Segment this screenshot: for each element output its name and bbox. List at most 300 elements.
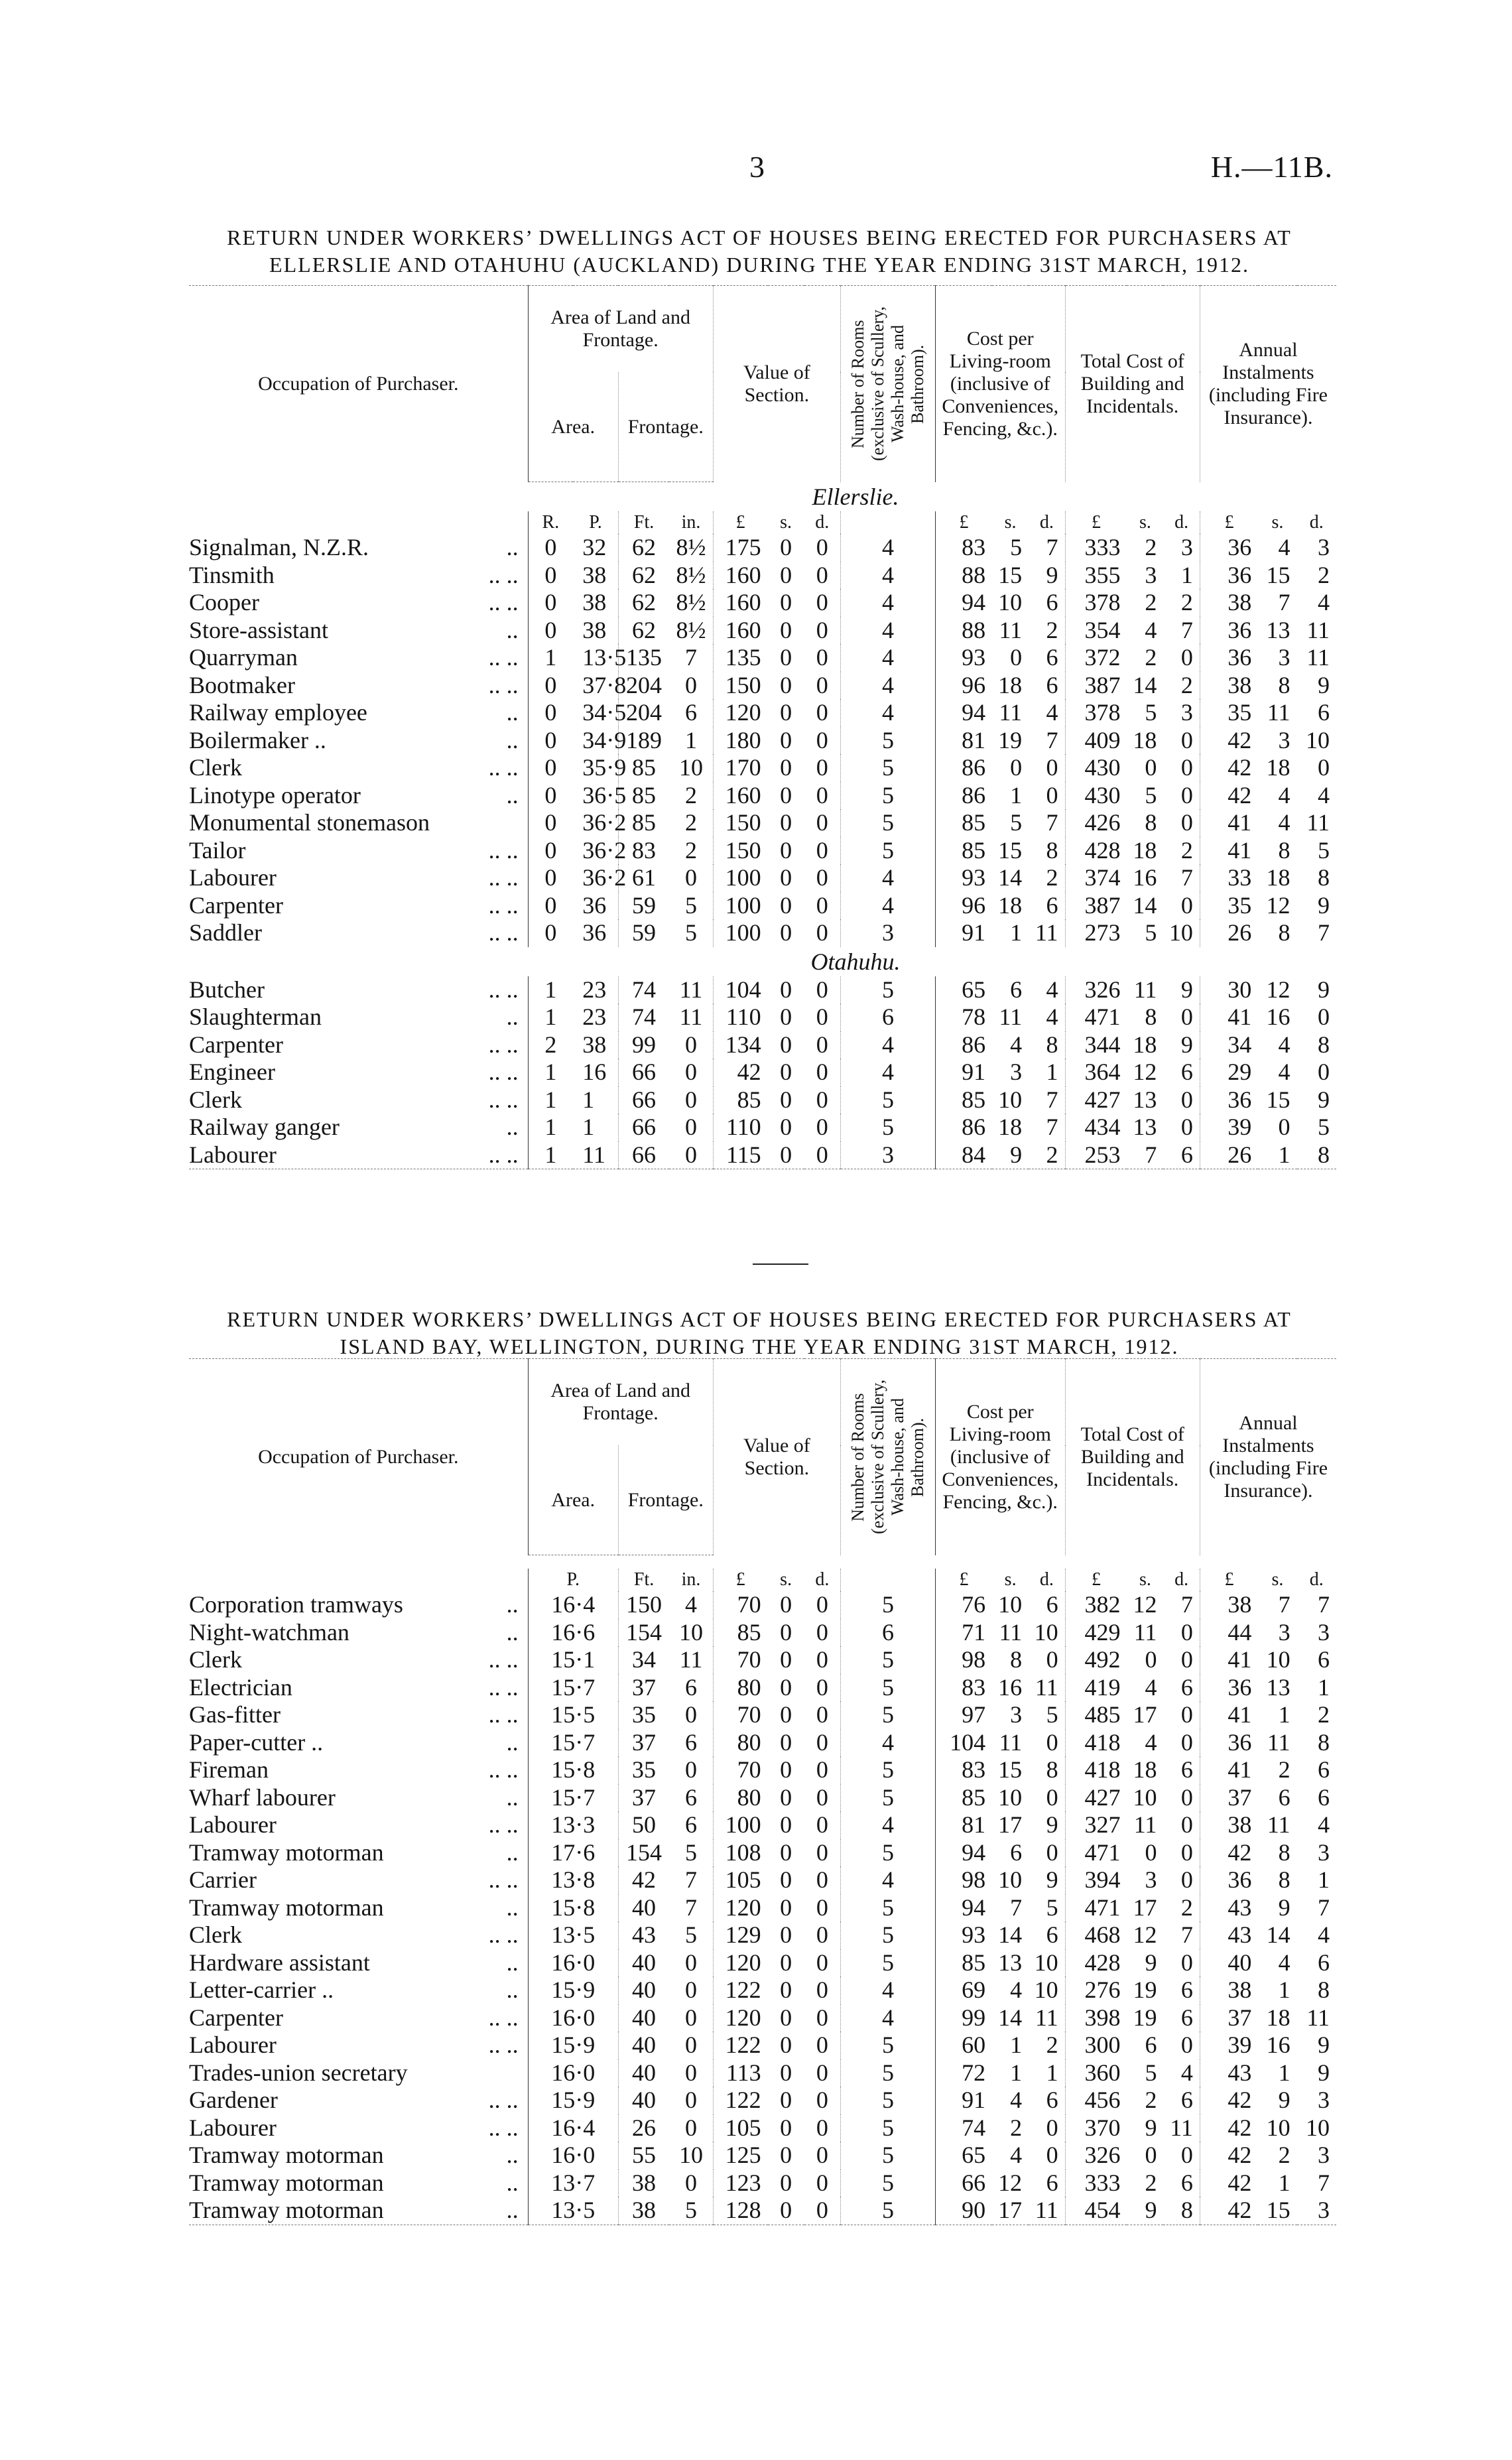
leader-dots: .. .. — [488, 1059, 519, 1085]
cell-c_s: 3 — [1010, 1701, 1023, 1728]
cell-c_s: 1 — [1010, 781, 1023, 809]
cell-ft: 66 — [618, 1059, 669, 1086]
cell-c_l: 83 — [935, 1756, 992, 1784]
table-row — [189, 672, 1336, 700]
cell-c_d: 2 — [1046, 616, 1058, 643]
cell-v_d: 0 — [816, 589, 828, 615]
occupation-cell — [189, 754, 528, 782]
cell-a_l: 36 — [1200, 617, 1258, 645]
cell-v_d: 0 — [816, 1003, 828, 1030]
cell-c_s: 2 — [1010, 2114, 1023, 2141]
cell-t_l: 327 — [1065, 1811, 1127, 1839]
cell-ft: 150 — [618, 1591, 669, 1619]
leader-dots: .. — [506, 1618, 519, 1646]
cell-rooms: 5 — [841, 1086, 936, 1114]
cell-v_d: 0 — [816, 534, 828, 560]
occupation-text: Linotype operator — [189, 781, 361, 809]
cell-t_d: 7 — [1180, 616, 1193, 643]
cell-a_s: 3 — [1278, 644, 1291, 671]
cell-v_s: 0 — [780, 1756, 792, 1783]
cell-c_d: 0 — [1046, 1728, 1058, 1756]
cell-t_l: 333 — [1065, 2169, 1127, 2197]
cell-in: 11 — [679, 1003, 703, 1030]
occupation-text: Letter-carrier .. — [189, 1976, 334, 2003]
cell-a_s: 8 — [1278, 919, 1291, 946]
cell-t_l: 387 — [1065, 672, 1127, 700]
table-row — [189, 782, 1336, 810]
cell-a_s: 7 — [1278, 1591, 1291, 1618]
cell-v_d: 0 — [816, 1673, 828, 1701]
cell-p: 36·5 — [582, 781, 627, 809]
cell-t_s: 11 — [1133, 976, 1157, 1003]
cell-p: 32 — [582, 534, 607, 560]
cell-rooms: 5 — [841, 976, 936, 1004]
cell-rooms: 5 — [841, 1921, 936, 1949]
cell-v_d: 0 — [816, 1783, 828, 1811]
cell-a_l: 39 — [1200, 2032, 1258, 2059]
cell-t_l: 374 — [1065, 864, 1127, 892]
occupation-cell — [189, 1003, 528, 1031]
cell-a_l: 42 — [1200, 2087, 1258, 2114]
occupation-text: Labourer — [189, 2114, 277, 2141]
cell-rooms: 4 — [841, 617, 936, 645]
cell-t_s: 14 — [1133, 671, 1157, 698]
cell-t_s: 18 — [1133, 1031, 1157, 1058]
cell-c_l: 86 — [935, 782, 992, 810]
cell-a_s: 1 — [1278, 2059, 1291, 2086]
cell-ft: 66 — [618, 1114, 669, 1141]
cell-t_l: 471 — [1065, 1003, 1127, 1031]
cell-c_l: 91 — [935, 2087, 992, 2114]
cell-rooms: 4 — [841, 1976, 936, 2004]
cell-t_d: 9 — [1180, 1031, 1193, 1058]
cell-a_d: 6 — [1318, 1949, 1330, 1976]
cell-ft: 35 — [618, 1756, 669, 1784]
cell-t_d: 1 — [1180, 561, 1193, 588]
table-row — [189, 589, 1336, 617]
leader-dots: .. — [506, 1783, 519, 1811]
cell-ft: 99 — [618, 1031, 669, 1059]
cell-t_s: 0 — [1145, 2142, 1157, 2168]
occupation-text: Trades-union secretary — [189, 2059, 408, 2086]
cell-v_s: 0 — [780, 2169, 792, 2196]
cell-t_l: 430 — [1065, 782, 1127, 810]
cell-c_s: 4 — [1010, 1031, 1023, 1058]
cell-c_s: 8 — [1010, 1646, 1023, 1673]
cell-v_s: 0 — [780, 726, 792, 753]
cell-a_d: 8 — [1318, 1728, 1330, 1756]
cell-v_s: 0 — [780, 2114, 792, 2141]
page-number: 3 — [749, 150, 765, 184]
cell-t_l: 398 — [1065, 2004, 1127, 2032]
cell-c_l: 85 — [935, 809, 992, 837]
cell-t_d: 0 — [1180, 781, 1193, 809]
cell-v_s: 0 — [780, 1811, 792, 1838]
cell-v_s: 0 — [780, 534, 792, 560]
cell-v_s: 0 — [780, 2004, 792, 2031]
cell-a_d: 6 — [1318, 1783, 1330, 1811]
cell-p: 16·4 — [528, 2114, 618, 2142]
cell-t_l: 326 — [1065, 2142, 1127, 2169]
table-row — [189, 1921, 1336, 1949]
cell-a_d: 0 — [1318, 1003, 1330, 1030]
leader-dots: .. .. — [488, 589, 519, 615]
cell-a_d: 3 — [1297, 2197, 1336, 2225]
cell-rooms: 4 — [841, 672, 936, 700]
cell-p: 16·0 — [528, 2142, 618, 2169]
cell-v_l: 85 — [713, 1086, 767, 1114]
occupation-cell — [189, 2114, 528, 2142]
occupation-cell — [189, 727, 528, 755]
cell-rooms: 5 — [841, 1591, 936, 1619]
cell-t_s: 2 — [1145, 2169, 1157, 2196]
cell-a_d: 8 — [1297, 1141, 1336, 1169]
cell-in: 6 — [685, 1728, 697, 1756]
cell-in: 1 — [684, 726, 697, 753]
cell-v_d: 0 — [816, 1591, 828, 1618]
cell-a_s: 1 — [1278, 1701, 1291, 1728]
table-row — [189, 1701, 1336, 1729]
cell-a_d: 9 — [1318, 891, 1330, 919]
cell-v_l: 70 — [713, 1756, 767, 1784]
cell-rooms: 5 — [841, 809, 936, 837]
cell-t_s: 12 — [1133, 1059, 1157, 1085]
cell-c_d: 4 — [1046, 699, 1058, 726]
cell-a_d: 9 — [1318, 2032, 1330, 2058]
occupation-cell — [189, 1086, 528, 1114]
cell-ft: 66 — [618, 1086, 669, 1114]
cell-in: 8½ — [676, 589, 706, 615]
cell-a_l: 41 — [1200, 1756, 1258, 1784]
cell-t_d: 2 — [1180, 671, 1193, 698]
cell-c_s: 6 — [1010, 1839, 1023, 1866]
cell-v_l: 110 — [713, 1003, 767, 1031]
occupation-header: Occupation of Purchaser. — [189, 286, 528, 482]
table-row — [189, 2169, 1336, 2197]
cell-v_s: 0 — [780, 1618, 792, 1646]
cell-t_d: 0 — [1180, 1114, 1193, 1140]
occupation-text: Labourer — [189, 864, 277, 891]
occupation-text: Tramway motorman — [189, 1894, 384, 1921]
cell-in: 8½ — [676, 534, 706, 560]
cell-in: 0 — [685, 2169, 697, 2196]
cell-c_s: 11 — [999, 699, 1023, 726]
cell-c_d: 8 — [1046, 836, 1058, 864]
cell-t_s: 2 — [1145, 589, 1157, 615]
cell-c_d: 6 — [1046, 671, 1058, 698]
island-bay-table — [189, 1358, 1336, 2225]
occupation-text: Clerk — [189, 1921, 242, 1948]
cell-ft: 62 — [618, 589, 669, 617]
cell-v_d: 0 — [816, 754, 828, 781]
leader-dots: .. .. — [488, 864, 519, 891]
cell-ft: 50 — [618, 1811, 669, 1839]
cell-a_l: 35 — [1200, 699, 1258, 727]
cell-in: 5 — [669, 2197, 713, 2225]
cell-c_s: 3 — [1010, 1059, 1023, 1085]
cell-ft: 204 — [618, 672, 669, 700]
cell-t_d: 2 — [1180, 836, 1193, 864]
cell-a_d: 11 — [1306, 644, 1330, 671]
cell-a_s: 4 — [1278, 534, 1291, 560]
cell-a_s: 9 — [1278, 2087, 1291, 2113]
page-header — [0, 149, 1512, 189]
cell-t_l: 372 — [1065, 644, 1127, 672]
cell-a_l: 36 — [1200, 644, 1258, 672]
cell-in: 0 — [684, 1086, 697, 1113]
cell-r: 0 — [528, 892, 573, 920]
cell-a_l: 42 — [1200, 2114, 1258, 2142]
cell-v_d: 0 — [816, 1031, 828, 1058]
cell-rooms: 5 — [841, 1784, 936, 1812]
cell-t_l: 430 — [1065, 754, 1127, 782]
cell-a_d: 4 — [1318, 781, 1330, 809]
occupation-text: Carrier — [189, 1866, 257, 1893]
table-row — [189, 1866, 1336, 1894]
occupation-cell — [189, 2032, 528, 2059]
cell-t_d: 2 — [1180, 1894, 1193, 1921]
cell-t_l: 426 — [1065, 809, 1127, 837]
cell-c_s: 9 — [992, 1141, 1029, 1169]
cell-v_d: 0 — [816, 561, 828, 588]
occupation-cell — [189, 1729, 528, 1757]
cell-v_s: 0 — [780, 836, 792, 864]
occupation-text: Labourer — [189, 2032, 277, 2058]
cell-t_l: 300 — [1065, 2032, 1127, 2059]
cell-v_d: 0 — [816, 2142, 828, 2168]
cell-p: 23 — [582, 1003, 607, 1030]
cell-t_d: 8 — [1163, 2197, 1200, 2225]
cell-c_d: 0 — [1046, 1646, 1058, 1673]
cell-t_l: 360 — [1065, 2059, 1127, 2087]
cell-in: 0 — [685, 2032, 697, 2058]
occupation-text: Labourer — [189, 1141, 277, 1168]
cell-rooms: 5 — [841, 727, 936, 755]
cell-p: 37·8 — [582, 671, 627, 698]
cell-v_l: 170 — [713, 754, 767, 782]
cell-a_s: 8 — [1278, 1866, 1291, 1893]
cell-a_s: 1 — [1278, 1976, 1291, 2003]
cell-a_d: 3 — [1318, 534, 1330, 560]
cell-c_s: 14 — [998, 1921, 1023, 1948]
occupation-text: Railway employee — [189, 699, 367, 726]
cell-c_s: 5 — [1010, 534, 1023, 560]
cell-c_s: 18 — [998, 891, 1023, 919]
cell-in: 4 — [685, 1591, 697, 1618]
cell-c_s: 13 — [998, 1949, 1023, 1976]
leader-dots: .. — [506, 616, 519, 643]
cell-ft: 55 — [618, 2142, 669, 2169]
cell-p: 34·9 — [582, 726, 627, 753]
cell-v_d: 0 — [816, 1059, 828, 1085]
table-row — [189, 2142, 1336, 2169]
cell-c_l: 65 — [935, 2142, 992, 2169]
cell-c_d: 6 — [1046, 891, 1058, 919]
cell-a_l: 38 — [1200, 1591, 1258, 1619]
cell-rooms: 4 — [841, 1811, 936, 1839]
cell-a_s: 4 — [1278, 809, 1291, 836]
leader-dots: .. .. — [488, 1673, 519, 1701]
cell-a_d: 0 — [1318, 754, 1330, 781]
cell-a_s: 4 — [1278, 781, 1291, 809]
table1-title-line2: ELLERSLIE AND OTAHUHU (AUCKLAND) DURING THE YEAR ENDING 31ST MARCH, 1912. — [269, 253, 1249, 277]
cell-v_d: 0 — [816, 1756, 828, 1783]
cell-t_d: 0 — [1180, 1866, 1193, 1893]
cell-a_s: 13 — [1266, 1673, 1291, 1701]
occupation-cell — [189, 1894, 528, 1922]
leader-dots: .. .. — [488, 1031, 519, 1058]
cell-v_l: 100 — [713, 892, 767, 920]
cell-t_s: 6 — [1145, 2032, 1157, 2058]
cell-t_s: 2 — [1145, 2087, 1157, 2113]
cell-t_l: 456 — [1065, 2087, 1127, 2114]
cell-a_s: 12 — [1266, 891, 1291, 919]
cell-v_s: 0 — [780, 1673, 792, 1701]
cell-ft: 154 — [618, 1839, 669, 1867]
cell-c_d: 10 — [1034, 1949, 1058, 1976]
cell-rooms: 4 — [841, 864, 936, 892]
occupation-text: Engineer — [189, 1059, 275, 1085]
cell-t_d: 7 — [1180, 1591, 1193, 1618]
cell-t_s: 18 — [1133, 1756, 1157, 1783]
cell-c_l: 83 — [935, 534, 992, 562]
table-row — [189, 1031, 1336, 1059]
cell-c_l: 74 — [935, 2114, 992, 2142]
occupation-text: Labourer — [189, 1811, 277, 1838]
cell-ft: 83 — [618, 837, 669, 865]
cell-r: 1 — [528, 1114, 573, 1141]
cell-c_l: 85 — [935, 1086, 992, 1114]
cell-t_l: 364 — [1065, 1059, 1127, 1086]
leader-dots: .. .. — [488, 2004, 519, 2031]
occupation-cell — [189, 1756, 528, 1784]
cell-ft: 40 — [618, 1894, 669, 1922]
cell-in: 0 — [684, 1114, 697, 1140]
cell-a_s: 7 — [1278, 589, 1291, 615]
cell-rooms: 5 — [841, 2142, 936, 2169]
cell-a_l: 36 — [1200, 1674, 1258, 1702]
table-row — [189, 1141, 1336, 1169]
cell-p: 36·2 — [582, 809, 627, 836]
cell-v_l: 122 — [713, 2032, 767, 2059]
cell-t_d: 6 — [1163, 1141, 1200, 1169]
table-row — [189, 562, 1336, 590]
cell-v_d: 0 — [804, 2197, 841, 2225]
cell-a_d: 7 — [1318, 919, 1330, 946]
table-divider — [753, 1263, 808, 1265]
cell-a_d: 9 — [1318, 1086, 1330, 1113]
occupation-cell — [189, 1646, 528, 1674]
occupation-text: Monumental stonemason — [189, 809, 430, 836]
cell-in: 6 — [685, 1811, 697, 1838]
cell-a_d: 8 — [1318, 1031, 1330, 1058]
cell-c_l: 78 — [935, 1003, 992, 1031]
cell-in: 0 — [685, 1949, 697, 1976]
cell-r: 0 — [528, 699, 573, 727]
leader-dots: .. .. — [488, 2087, 519, 2113]
leader-dots: .. .. — [488, 671, 519, 698]
cell-v_d: 0 — [816, 1618, 828, 1646]
cell-v_d: 0 — [816, 2114, 828, 2141]
cell-v_l: 123 — [713, 2169, 767, 2197]
leader-dots: .. .. — [488, 1756, 519, 1783]
cell-t_s: 10 — [1133, 1783, 1157, 1811]
cell-a_s: 2 — [1278, 2142, 1291, 2168]
cell-v_s: 0 — [780, 644, 792, 671]
cell-c_d: 11 — [1035, 2004, 1058, 2031]
occupation-text: Tailor — [189, 836, 246, 864]
cell-p: 15·9 — [528, 2032, 618, 2059]
cell-v_s: 0 — [780, 1921, 792, 1948]
cell-t_d: 2 — [1180, 589, 1193, 615]
leader-dots: .. .. — [488, 2032, 519, 2058]
leader-dots: .. — [506, 1114, 519, 1140]
cell-a_s: 11 — [1267, 699, 1291, 726]
cell-a_d: 11 — [1306, 616, 1330, 643]
cell-a_l: 33 — [1200, 864, 1258, 892]
cell-c_d: 0 — [1046, 781, 1058, 809]
table-row — [189, 617, 1336, 645]
cell-c_l: 94 — [935, 1894, 992, 1922]
cell-t_l: 409 — [1065, 727, 1127, 755]
cell-c_s: 17 — [992, 2197, 1029, 2225]
cell-a_l: 41 — [1200, 837, 1258, 865]
cell-v_d: 0 — [816, 2059, 828, 2086]
cell-c_s: 10 — [998, 1591, 1023, 1618]
occupation-cell — [189, 1031, 528, 1059]
cell-in: 7 — [684, 644, 697, 671]
leader-dots: .. — [506, 1728, 519, 1756]
cell-t_s: 5 — [1145, 919, 1157, 946]
cell-ft: 189 — [618, 727, 669, 755]
cell-v_l: 108 — [713, 1839, 767, 1867]
cell-a_s: 8 — [1278, 836, 1291, 864]
cell-c_s: 10 — [998, 1783, 1023, 1811]
cell-t_s: 3 — [1145, 1866, 1157, 1893]
cell-c_d: 6 — [1046, 589, 1058, 615]
cell-a_d: 2 — [1318, 561, 1330, 588]
section-ellerslie: Ellerslie. — [812, 484, 899, 510]
cell-c_s: 11 — [999, 1618, 1023, 1646]
cell-c_s: 11 — [999, 616, 1023, 643]
cell-v_s: 0 — [780, 809, 792, 836]
table-row — [189, 534, 1336, 562]
cell-v_d: 0 — [816, 836, 828, 864]
cell-a_s: 12 — [1266, 976, 1291, 1003]
cell-v_d: 0 — [816, 616, 828, 643]
cell-c_d: 9 — [1046, 561, 1058, 588]
cell-t_l: 434 — [1065, 1114, 1127, 1141]
cell-v_l: 120 — [713, 2004, 767, 2032]
cell-a_d: 3 — [1318, 1839, 1330, 1866]
cell-c_s: 18 — [998, 1114, 1023, 1140]
cell-t_s: 11 — [1133, 1811, 1157, 1838]
cell-c_d: 0 — [1046, 1783, 1058, 1811]
cell-c_s: 10 — [998, 589, 1023, 615]
cell-t_s: 16 — [1133, 864, 1157, 891]
occupation-text: Gas-fitter — [189, 1701, 281, 1728]
occupation-text: Tramway motorman — [189, 2197, 384, 2223]
value-header: Value of Section. — [713, 286, 840, 482]
cell-c_s: 19 — [998, 726, 1023, 753]
cell-v_l: 175 — [713, 534, 767, 562]
cell-t_d: 0 — [1180, 2142, 1193, 2168]
cell-ft: 61 — [618, 864, 669, 892]
cell-c_s: 7 — [1010, 1894, 1023, 1921]
cell-t_d: 0 — [1180, 1646, 1193, 1673]
occupation-text: Tramway motorman — [189, 1839, 384, 1866]
cell-c_s: 10 — [998, 1086, 1023, 1113]
